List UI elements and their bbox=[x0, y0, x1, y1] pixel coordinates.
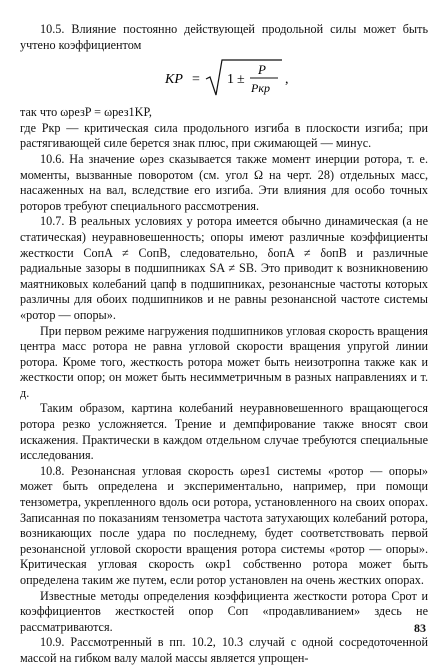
formula-equals: = bbox=[192, 72, 200, 88]
page-number: 83 bbox=[414, 621, 426, 635]
paragraph-p-kr: где Pкр — критическая сила продольного изгиба в плоскости изгиба; при растягивающей силе берется знак плюс, при сжимающей — минус. bbox=[20, 120, 428, 151]
formula-denominator: Pкр bbox=[251, 81, 270, 96]
formula-trailing-comma: , bbox=[285, 72, 289, 88]
paragraph-known-methods: Известные методы определения коэффициента жесткости ротора Cрот и коэффициентов жесткостей опор Cоп «продавливанием» здесь не рассматриваются. bbox=[20, 588, 428, 634]
paragraph-omega-rez: так что ωрезP = ωрез1KP, bbox=[20, 105, 152, 120]
formula-one: 1 bbox=[227, 72, 234, 88]
formula-numerator: P bbox=[258, 62, 266, 78]
paragraph-thus: Таким образом, картина колебаний неуравновешенного вращающегося ротора резко усложняется. Трение и демпфирование также вносят свои искажения. Практически в каждом отдельном случае требуются специальные исследования. bbox=[20, 401, 428, 463]
formula-plus-minus: ± bbox=[237, 72, 245, 88]
formula-kp bbox=[20, 55, 428, 103]
paragraph-first-mode: При первом режиме нагружения подшипников угловая скорость вращения центра масс ротора не равна угловой скорости вращения упругой линии ротора. Кроме того, жесткость ротора может быть неизотропна также как и жесткости опор; он может быть несимметричным в разных направлениях и т. д. bbox=[20, 323, 428, 400]
paragraph-10-5: 10.5. Влияние постоянно действующей продольной силы может быть учтено коэффициентом bbox=[20, 22, 428, 52]
formula-kp-svg bbox=[20, 55, 428, 103]
paragraph-10-9: 10.9. Рассмотренный в пп. 10.2, 10.3 случай с одной сосредоточенной массой на гибком валу малой массы является упрощен- bbox=[20, 635, 428, 665]
formula-lhs: KP bbox=[165, 72, 183, 88]
paragraph-10-7: 10.7. В реальных условиях у ротора имеется обычно динамическая (а не статическая) неуравновешенность; опоры имеют различные коэффициенты жесткости CопA ≠ CопB, следовательно, δопA ≠ δопB и различные радиальные зазоры в подшипниках SA ≠ SB. Это приводит к возникновению маятниковых колебаний цапф в подшипниках, резонансные частоты которых различны для обоих подшипников и не равны резонансной частоте системы «ротор — опоры». bbox=[20, 214, 428, 322]
paragraph-10-6: 10.6. На значение ωрез сказывается также момент инерции ротора, т. е. моменты, вызванные поворотом (см. угол Ω на черт. 28) отдельных масс, насаженных на вал, вследствие его изгиба. Эти влияния для особо точных роторов требуют специального рассмотрения. bbox=[20, 151, 428, 213]
paragraph-10-8: 10.8. Резонансная угловая скорость ωрез1 системы «ротор — опоры» может быть определена и экспериментально, например, при помощи тензометра, укрепленного вдоль оси ротора, установленного на своих опорах. Записанная по показаниям тензометра частота затухающих колебаний ротора, возникающих после удара по последнему, будет соответствовать первой резонансной угловой скорости вращения ротора системы «ротор — опоры». Критическая угловая скорость ωкр1 собственно ротора может быть определена таким же путем, если ротор установлен на очень жестких опорах. bbox=[20, 463, 428, 587]
